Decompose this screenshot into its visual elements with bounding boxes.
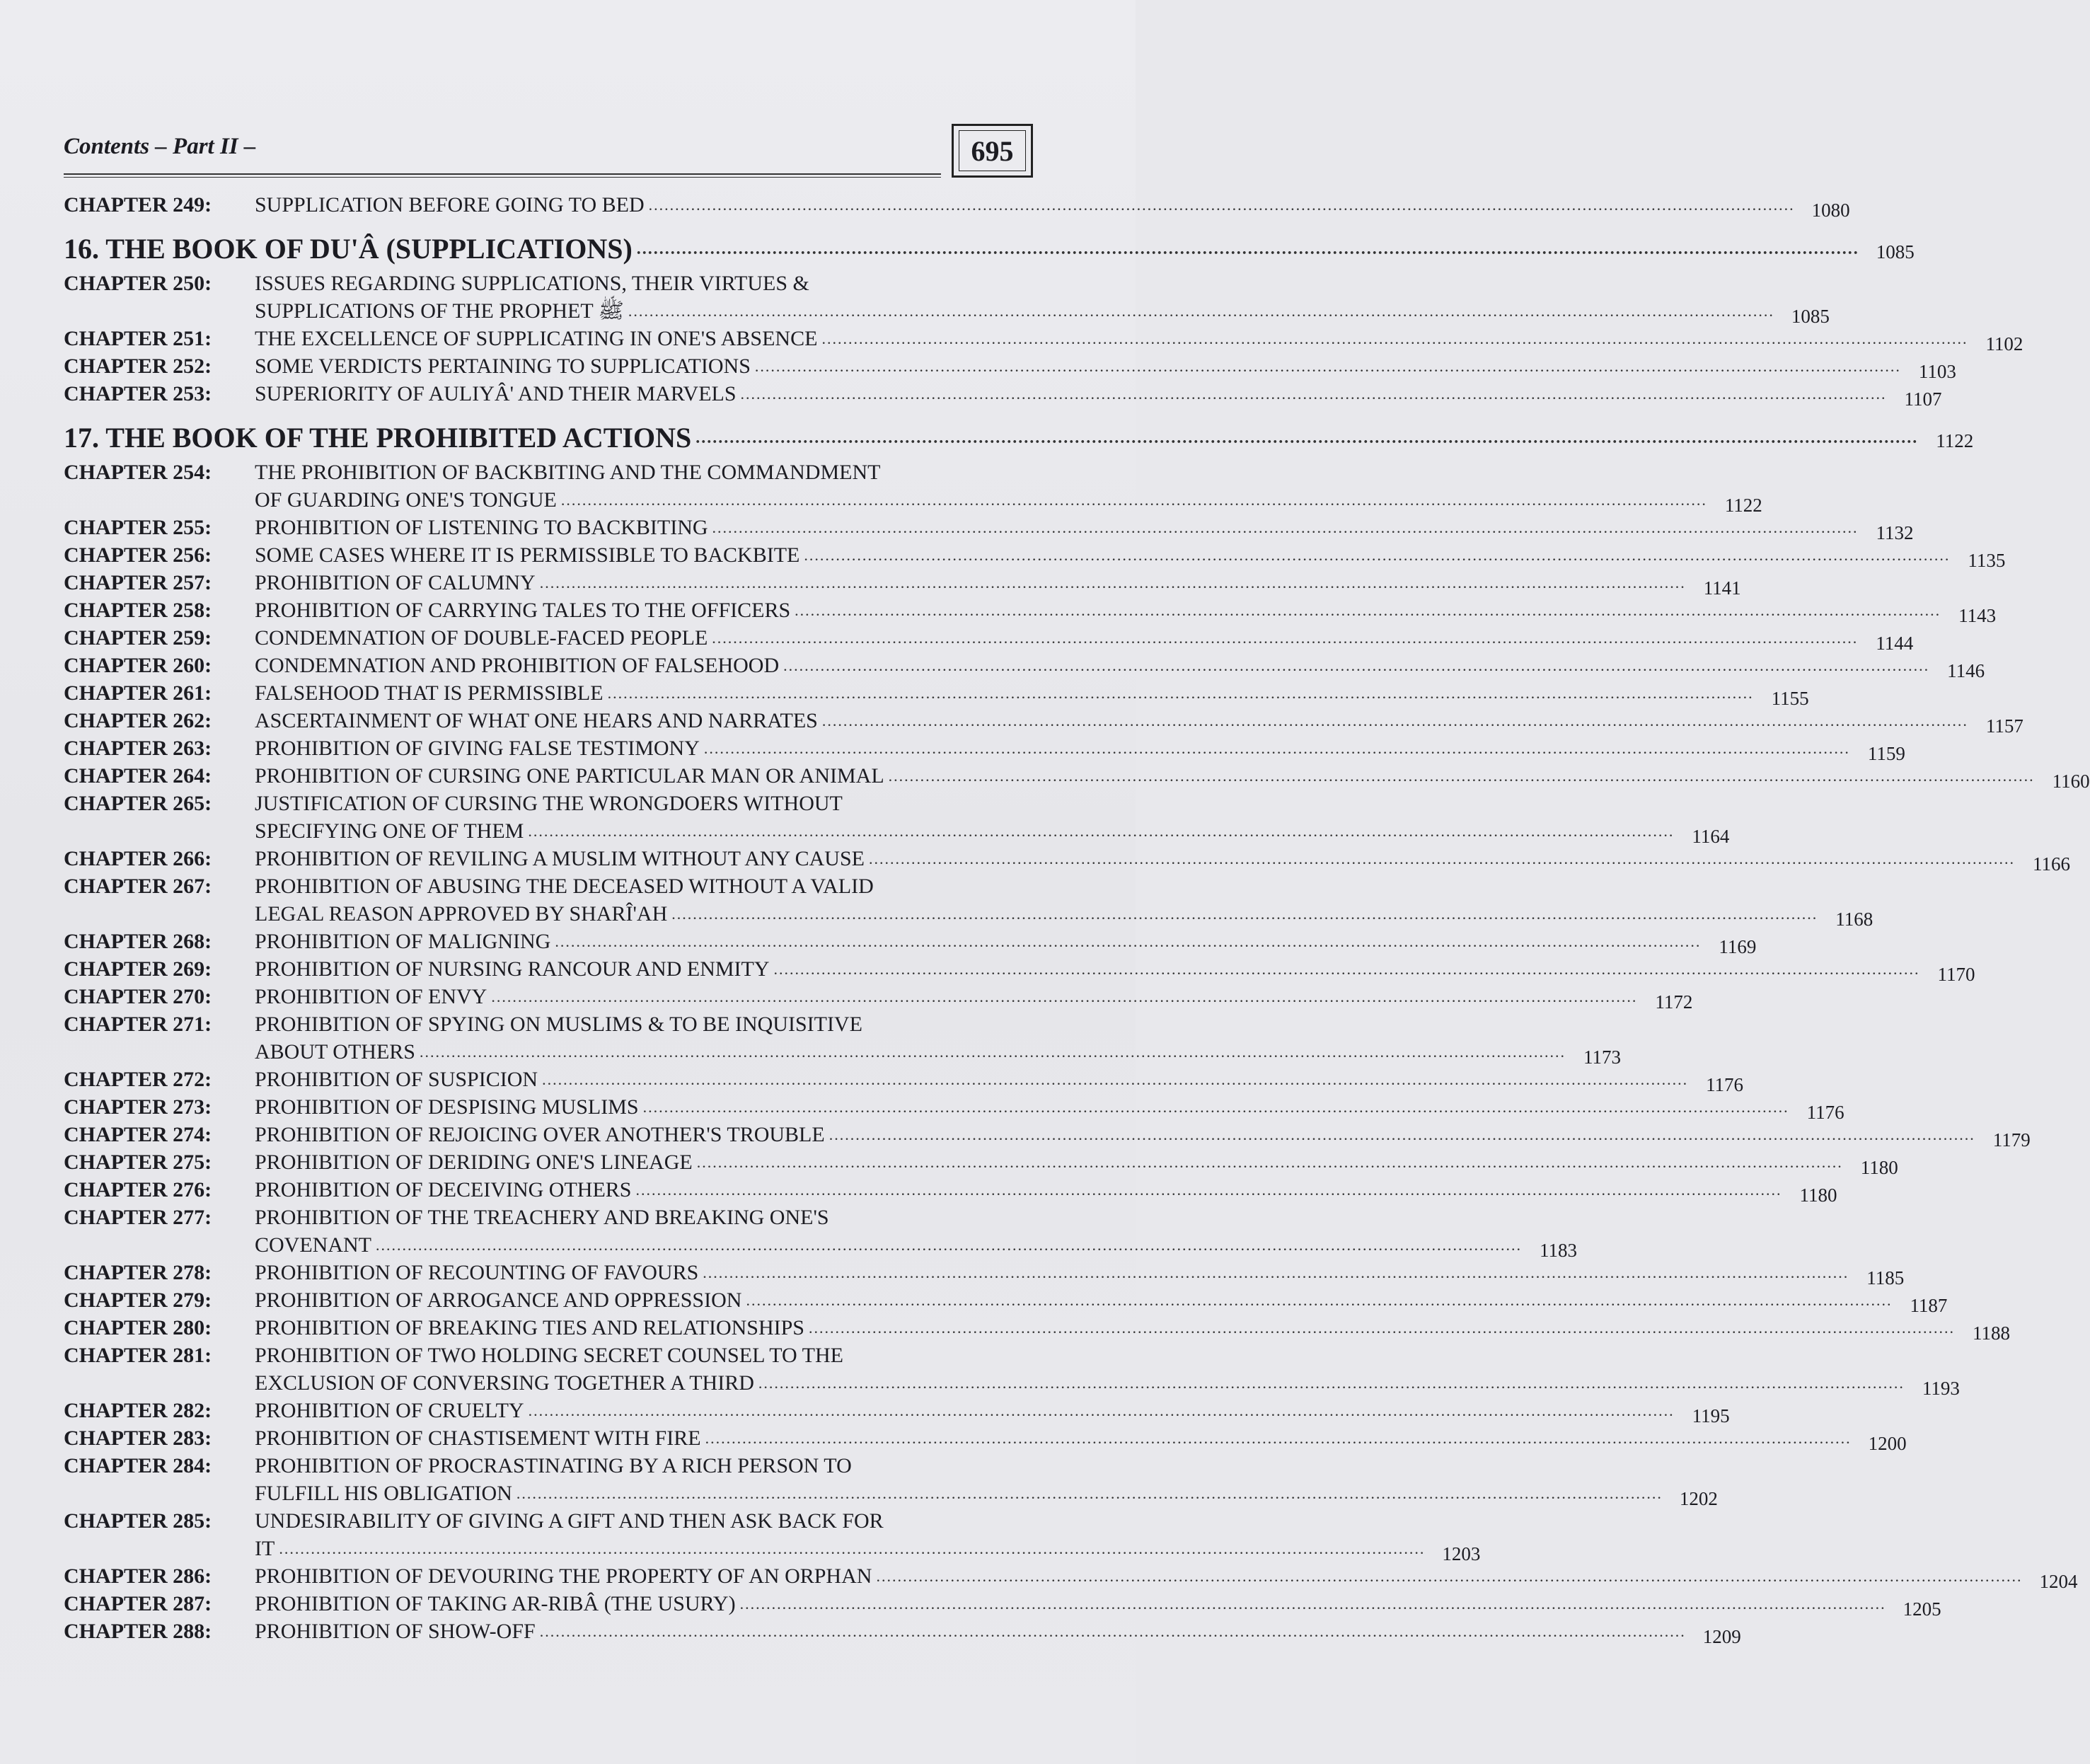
dot-leader [746,1286,1892,1314]
chapter-page-number: 1080 [1811,200,1850,221]
chapter-page-number: 1170 [1937,964,1975,985]
chapter-entry [64,514,1914,543]
chapter-entry [64,790,1730,847]
chapter-title-line: PROHIBITION OF LISTENING TO BACKBITING [255,516,708,539]
chapter-title-line: SOME CASES WHERE IT IS PERMISSIBLE TO BACKBITE [255,543,800,567]
dot-leader [741,380,1887,408]
chapter-page-number: 1183 [1540,1240,1577,1261]
chapter-title-line: ABOUT OTHERS [255,1040,415,1063]
chapter-title-line: SUPPLICATION BEFORE GOING TO BED [255,193,645,217]
chapter-page-number: 1160 [2052,771,2090,792]
chapter-entry [64,1424,1907,1454]
chapter-label: CHAPTER 281: [64,1344,212,1367]
book-heading [64,420,1974,456]
chapter-label: CHAPTER 273: [64,1095,212,1119]
chapter-page-number: 1204 [2039,1571,2078,1592]
chapter-label: CHAPTER 253: [64,382,212,405]
chapter-page-number: 1203 [1442,1543,1481,1564]
header-rule [64,173,941,178]
dot-leader [740,1590,1886,1618]
chapter-label: CHAPTER 254: [64,461,212,484]
chapter-entry [64,1314,2010,1344]
chapter-entry [64,1010,1621,1068]
chapter-title-line: PROHIBITION OF ARROGANCE AND OPPRESSION [255,1289,742,1312]
chapter-entry [64,762,2090,792]
chapter-label: CHAPTER 279: [64,1289,212,1312]
dot-leader [783,652,1929,679]
chapter-page-number: 1169 [1719,936,1757,957]
chapter-page-number: 1166 [2032,853,2070,875]
dot-leader [628,297,1774,325]
chapter-entry [64,1148,1898,1178]
chapter-label: CHAPTER 249: [64,193,212,217]
chapter-label: CHAPTER 260: [64,654,212,677]
dot-leader [697,1148,1843,1176]
chapter-page-number: 1155 [1771,688,1809,709]
chapter-page-number: 1188 [1972,1322,2010,1344]
chapter-label: CHAPTER 261: [64,681,212,705]
dot-leader [420,1038,1566,1066]
book-title: 17. THE BOOK OF THE PROHIBITED ACTIONS [64,422,692,454]
chapter-entry [64,734,1905,764]
dot-leader [869,845,2015,872]
chapter-page-number: 1176 [1706,1074,1744,1095]
chapter-page-number: 1168 [1835,909,1874,930]
chapter-label: CHAPTER 252: [64,354,212,378]
chapter-title-line: PROHIBITION OF CALUMNY [255,571,536,594]
dot-leader [529,1397,1675,1424]
chapter-entry [64,380,1942,410]
dot-leader [695,420,1918,456]
chapter-page-number: 1180 [1860,1157,1898,1178]
chapter-label: CHAPTER 275: [64,1151,212,1174]
chapter-entry [64,872,1874,930]
chapter-title-line: UNDESIRABILITY OF GIVING A GIFT AND THEN ASK BACK FOR [255,1509,884,1533]
chapter-page-number: 1200 [1868,1433,1907,1454]
chapter-page-number: 1172 [1655,991,1693,1013]
chapter-label: CHAPTER 264: [64,764,212,788]
dot-leader [540,569,1686,596]
chapter-entry [64,191,1850,221]
dot-leader [636,1176,1782,1204]
chapter-label: CHAPTER 272: [64,1068,212,1091]
chapter-page-number: 1132 [1876,522,1914,543]
chapter-title-line: PROHIBITION OF DEVOURING THE PROPERTY OF AN ORPHAN [255,1564,872,1588]
chapter-title-line: PROHIBITION OF CARRYING TALES TO THE OFFICERS [255,599,791,622]
chapter-title-line: PROHIBITION OF NURSING RANCOUR AND ENMITY [255,957,770,981]
chapter-entry [64,1176,1837,1206]
chapter-page-number: 1141 [1703,577,1741,599]
chapter-label: CHAPTER 284: [64,1454,212,1477]
chapter-page-number: 1173 [1583,1047,1621,1068]
chapter-title-line: PROHIBITION OF DERIDING ONE'S LINEAGE [255,1151,693,1174]
book-page-number: 1122 [1936,430,1974,451]
chapter-page-number: 1102 [1985,333,2023,354]
chapter-entry [64,1259,1905,1289]
book-page-number: 1085 [1876,241,1915,263]
chapter-label: CHAPTER 277: [64,1206,212,1229]
chapter-title-line: CONDEMNATION OF DOUBLE-FACED PEOPLE [255,626,708,650]
chapter-title-line: THE PROHIBITION OF BACKBITING AND THE COMMANDMENT [255,461,881,484]
chapter-label: CHAPTER 256: [64,543,212,567]
dot-leader [755,352,1901,380]
chapter-label: CHAPTER 287: [64,1592,212,1615]
chapter-entry [64,1286,1948,1316]
chapter-title-line: PROHIBITION OF GIVING FALSE TESTIMONY [255,737,700,760]
chapter-page-number: 1179 [1992,1129,2031,1151]
chapter-title-line: PROHIBITION OF REJOICING OVER ANOTHER'S TROUBLE [255,1123,825,1146]
chapter-page-number: 1164 [1692,826,1730,847]
chapter-entry [64,928,1757,957]
chapter-page-number: 1135 [1968,550,2006,571]
chapter-label: CHAPTER 274: [64,1123,212,1146]
chapter-title-line: ASCERTAINMENT OF WHAT ONE HEARS AND NARRATES [255,709,818,732]
chapter-title-line: PROHIBITION OF BREAKING TIES AND RELATIONSHIPS [255,1316,804,1339]
chapter-entry [64,1452,1718,1509]
chapter-label: CHAPTER 278: [64,1261,212,1284]
chapter-label: CHAPTER 250: [64,272,212,295]
chapter-title-line: PROHIBITION OF SHOW-OFF [255,1620,536,1643]
chapter-entry [64,1590,1941,1620]
book-heading [64,231,1915,267]
chapter-title-line: SOME VERDICTS PERTAINING TO SUPPLICATIONS [255,354,751,378]
dot-leader [516,1480,1663,1507]
chapter-label: CHAPTER 286: [64,1564,212,1588]
chapter-label: CHAPTER 258: [64,599,212,622]
chapter-title-line: PROHIBITION OF TWO HOLDING SECRET COUNSEL TO THE [255,1344,843,1367]
chapter-label: CHAPTER 276: [64,1178,212,1201]
chapter-title-line: JUSTIFICATION OF CURSING THE WRONGDOERS WITHOUT [255,792,843,815]
chapter-label: CHAPTER 266: [64,847,212,870]
dot-leader [542,1066,1688,1093]
chapter-label: CHAPTER 265: [64,792,212,815]
dot-leader [704,734,1850,762]
chapter-title-line: SPECIFYING ONE OF THEM [255,819,524,843]
dot-leader [376,1231,1522,1259]
chapter-entry [64,1397,1730,1426]
chapter-page-number: 1107 [1904,388,1942,410]
chapter-title-line: THE EXCELLENCE OF SUPPLICATING IN ONE'S ABSENCE [255,327,818,350]
chapter-entry [64,707,2023,737]
chapter-title-line: PROHIBITION OF ENVY [255,985,487,1008]
chapter-label: CHAPTER 268: [64,930,212,953]
chapter-entry [64,596,1997,626]
chapter-title-line: PROHIBITION OF RECOUNTING OF FAVOURS [255,1261,699,1284]
chapter-label: CHAPTER 267: [64,875,212,898]
page-number: 695 [959,130,1026,171]
chapter-label: CHAPTER 259: [64,626,212,650]
chapter-entry [64,955,1975,985]
chapter-label: CHAPTER 257: [64,571,212,594]
chapter-page-number: 1209 [1702,1626,1741,1647]
chapter-label: CHAPTER 288: [64,1620,212,1643]
chapter-page-number: 1195 [1692,1405,1730,1426]
dot-leader [528,817,1674,845]
chapter-page-number: 1122 [1724,495,1762,516]
dot-leader [491,983,1637,1010]
chapter-title-line: PROHIBITION OF DECEIVING OTHERS [255,1178,632,1201]
dot-leader [608,679,1754,707]
dot-leader [809,1314,1955,1342]
chapter-title-line: CONDEMNATION AND PROHIBITION OF FALSEHOOD [255,654,780,677]
chapter-page-number: 1085 [1791,306,1830,327]
chapter-label: CHAPTER 263: [64,737,212,760]
chapter-title-line: PROHIBITION OF CRUELTY [255,1399,524,1422]
chapter-label: CHAPTER 271: [64,1013,212,1036]
chapter-title-line: PROHIBITION OF PROCRASTINATING BY A RICH PERSON TO [255,1454,852,1477]
chapter-entry [64,1562,2078,1592]
dot-leader [758,1369,1905,1397]
chapter-title-line: PROHIBITION OF TAKING AR-RIBÂ (THE USURY) [255,1592,736,1615]
dot-leader [643,1093,1789,1121]
book-title: 16. THE BOOK OF DU'Â (SUPPLICATIONS) [64,233,633,265]
chapter-page-number: 1157 [1985,715,2023,737]
chapter-title-line: PROHIBITION OF MALIGNING [255,930,551,953]
chapter-entry [64,1093,1844,1123]
chapter-entry [64,679,1809,709]
chapter-page-number: 1187 [1910,1295,1948,1316]
chapter-entry [64,1204,1577,1261]
chapter-page-number: 1146 [1947,660,1985,681]
dot-leader [561,486,1707,514]
dot-leader [540,1618,1686,1645]
chapter-page-number: 1185 [1866,1267,1905,1289]
chapter-label: CHAPTER 262: [64,709,212,732]
chapter-title-line: LEGAL REASON APPROVED BY SHARÎ'AH [255,902,668,926]
chapter-title-line: ISSUES REGARDING SUPPLICATIONS, THEIR VIRTUES & [255,272,809,295]
chapter-entry [64,352,1956,382]
page-header [64,124,1033,180]
chapter-title-line: PROHIBITION OF CHASTISEMENT WITH FIRE [255,1426,701,1450]
chapter-title-line: FULFILL HIS OBLIGATION [255,1482,512,1505]
dot-leader [649,191,1795,219]
chapter-entry [64,983,1693,1013]
chapter-entry [64,541,2006,571]
chapter-title-line: OF GUARDING ONE'S TONGUE [255,488,557,512]
chapter-title-line: PROHIBITION OF REVILING A MUSLIM WITHOUT ANY CAUSE [255,847,865,870]
chapter-label: CHAPTER 269: [64,957,212,981]
dot-leader [712,514,1859,541]
dot-leader [712,624,1858,652]
chapter-title-line: COVENANT [255,1233,371,1257]
dot-leader [703,1259,1849,1286]
chapter-title-line: FALSEHOOD THAT IS PERMISSIBLE [255,681,604,705]
chapter-page-number: 1202 [1679,1488,1718,1509]
dot-leader [555,928,1701,955]
chapter-entry [64,270,1830,327]
chapter-label: CHAPTER 283: [64,1426,212,1450]
chapter-page-number: 1159 [1867,743,1905,764]
chapter-entry [64,1121,2031,1151]
chapter-title-line: PROHIBITION OF THE TREACHERY AND BREAKING ONE'S [255,1206,829,1229]
dot-leader [804,541,1950,569]
table-of-contents [64,191,2090,1647]
chapter-page-number: 1144 [1876,633,1914,654]
page-number-box [952,124,1033,178]
chapter-label: CHAPTER 251: [64,327,212,350]
chapter-title-line: PROHIBITION OF CURSING ONE PARTICULAR MAN OR ANIMAL [255,764,884,788]
chapter-label: CHAPTER 285: [64,1509,212,1533]
chapter-entry [64,1342,1960,1399]
chapter-title-line: IT [255,1537,275,1560]
chapter-title-line: PROHIBITION OF SUSPICION [255,1068,538,1091]
dot-leader [637,231,1859,267]
chapter-entry [64,569,1741,599]
running-head: Contents – Part II – [64,134,256,159]
chapter-label: CHAPTER 255: [64,516,212,539]
chapter-title-line: EXCLUSION OF CONVERSING TOGETHER A THIRD [255,1371,754,1395]
chapter-label: CHAPTER 280: [64,1316,212,1339]
chapter-page-number: 1143 [1958,605,1997,626]
chapter-page-number: 1180 [1799,1184,1837,1206]
chapter-title-line: SUPERIORITY OF AULIYÂ' AND THEIR MARVELS [255,382,737,405]
chapter-page-number: 1193 [1922,1378,1960,1399]
chapter-entry [64,1507,1481,1564]
chapter-entry [64,845,2070,875]
chapter-page-number: 1205 [1903,1598,1941,1620]
chapter-page-number: 1103 [1918,361,1956,382]
chapter-title-line: PROHIBITION OF SPYING ON MUSLIMS & TO BE INQUISITIVE [255,1013,862,1036]
chapter-title-line: PROHIBITION OF ABUSING THE DECEASED WITHOUT A VALID [255,875,874,898]
chapter-title-line: PROHIBITION OF DESPISING MUSLIMS [255,1095,639,1119]
dot-leader [671,900,1818,928]
chapter-label: CHAPTER 282: [64,1399,212,1422]
chapter-label: CHAPTER 270: [64,985,212,1008]
chapter-entry [64,325,2023,354]
chapter-entry [64,459,1762,516]
dot-leader [795,596,1941,624]
chapter-entry [64,652,1985,681]
chapter-page-number: 1176 [1806,1102,1844,1123]
chapter-title-line: SUPPLICATIONS OF THE PROPHET ﷺ [255,299,624,323]
chapter-entry [64,1066,1744,1095]
dot-leader [279,1535,1425,1562]
chapter-entry [64,624,1914,654]
chapter-entry [64,1618,1741,1647]
